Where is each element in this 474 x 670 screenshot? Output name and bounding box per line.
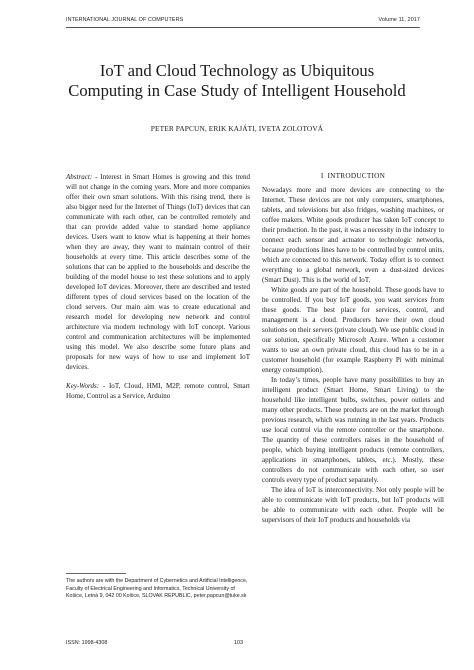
journal-name: INTERNATIONAL JOURNAL OF COMPUTERS: [66, 17, 184, 23]
abstract-label: Abstract:: [66, 173, 93, 181]
section-title: INTRODUCTION: [327, 171, 386, 180]
page-number: 103: [234, 640, 243, 646]
left-column: [66, 172, 250, 401]
keywords-text: - IoT, Cloud, HMI, M2P, remote control, Smart Home, Control as a Service, Arduino: [66, 382, 250, 400]
section-number: I: [320, 171, 324, 180]
intro-paragraph-2: White goods are part of the household. These goods have to be controlled. If you buy IoT goods, you want services from these goods. The best place for services, control, and management is a cloud. Producers have their own cloud solutions on their servers (private cloud). We use public cloud in our solution, specifically Microsoft Azure. When a customer wants to use an own private cloud, this cloud has to be in a customer household (for example Raspberry Pi with minimal energy consumption).: [262, 286, 444, 374]
footnote-divider: [66, 573, 126, 574]
right-column: [262, 171, 444, 525]
intro-paragraph-1: Nowadays more and more devices are connecting to the Internet. These devices are not only computers, smartphones, tablets, and televisions but also fridges, washing machines, or coffee makers. White goods producer has taken IoT concept to their production. In the past, it was a necessity in the industry to connect each sensor and actuator to technologic networks, because productions lines have to be controlled by control units, which are connected to this network. Today effort is to connect everything to a global network, even a dust-sized devices (Smart Dust). This is the world of IoT.: [262, 186, 444, 284]
section-heading: [262, 171, 444, 181]
title-line-2: Computing in Case Study of Intelligent Household: [68, 81, 406, 100]
intro-paragraph-3: In today’s times, people have many possibilities to buy an intelligent product (Smart Home, Smart Living) to the household like intelligent bulbs, switches, power outlets and many other products. These products are on the market through previous research, which was running in the last years. Products use local control via the remote controller or the smartphone. The quantity of these controllers raises in the household of people, which buying intelligent products (remote controllers, applications in smartphones, tablets, etc.). Mostly, these controllers do not communicate with each other, so user controls every type of product separately.: [262, 376, 444, 484]
keywords: [66, 381, 250, 401]
author-list: PETER PAPCUN, ERIK KAJÁTI, IVETA ZOLOTOVÁ: [150, 124, 324, 133]
intro-paragraph-4: The idea of IoT is interconnectivity. Not only people will be able to communicate with IoT products, but IoT products will be able to communicate with each other. People will be supervisors of their IoT products and households via: [262, 486, 444, 524]
issn-label: ISSN: 1998-4308: [66, 640, 108, 646]
abstract-text: - Interest in Smart Homes is growing and this trend will not change in the coming years. More and more companies offer their own smart solutions. With this rising trend, there is also bigger need for the Internet of Things (IoT) devices that can communicate with each other, can be controlled remotely and that can provide added value to standard home appliance devices. Users want to know what is happening at their homes when they are away, they want to maintain control of their households at every time. This article describes some of the solutions that can be applied to the households and describe the building of the model house to test these solutions and to apply developed IoT devices. Moreover, there are described and tested different types of cloud services based on the location of the cloud servers. Our main aim was to create educational and research model for developing new network and control architecture via modern technology with IoT concept. Various control and communication architectures will be implemented using this model. We also describe some future plans and proposals for new ways of how to use and implement IoT devices.: [66, 173, 250, 371]
abstract: [66, 172, 250, 372]
header-divider: [66, 27, 420, 28]
volume-label: Volume 11, 2017: [378, 17, 420, 23]
paper-title: [40, 61, 434, 101]
keywords-label: Key-Words:: [66, 382, 100, 390]
title-line-1: IoT and Cloud Technology as Ubiquitous: [99, 61, 375, 80]
author-affiliation-footnote: The authors are with the Department of Cybernetics and Artificial Intelligence, Faculty of Electrical Engineering and Informatics, Technical University of Košice, Letná 9, 042 00 Košice, SLOVAK REPUBLIC, peter.papcun@tuke.sk: [66, 578, 248, 600]
